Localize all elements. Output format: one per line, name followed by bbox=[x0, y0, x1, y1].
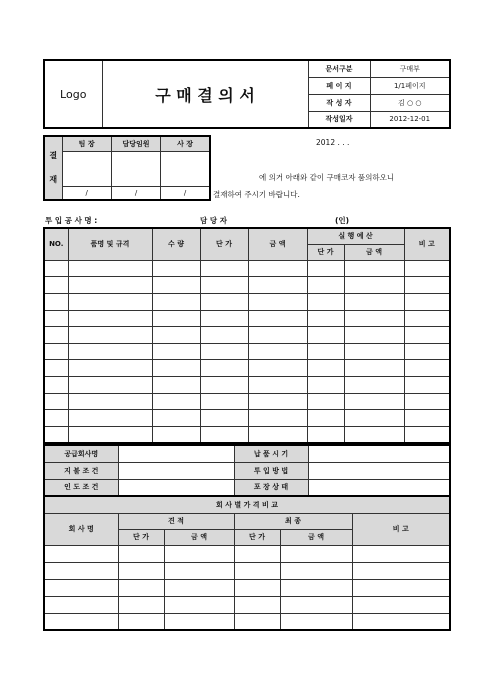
signature-cell[interactable] bbox=[161, 151, 210, 186]
items-table bbox=[43, 227, 451, 444]
table-cell[interactable] bbox=[404, 393, 450, 410]
table-cell[interactable] bbox=[344, 260, 404, 277]
table-cell[interactable] bbox=[234, 545, 280, 562]
table-cell[interactable] bbox=[118, 613, 164, 630]
estimate-amount: 금 액 bbox=[164, 529, 234, 545]
project-label: 투 입 공 사 명 : bbox=[45, 216, 98, 225]
table-row bbox=[44, 260, 450, 277]
table-cell[interactable] bbox=[404, 293, 450, 310]
table-cell[interactable] bbox=[118, 579, 164, 596]
table-cell[interactable] bbox=[44, 310, 68, 327]
table-cell[interactable] bbox=[152, 410, 200, 427]
supply-value[interactable] bbox=[308, 479, 450, 496]
table-cell[interactable] bbox=[248, 327, 307, 344]
meta-value: 김 ○ ○ bbox=[370, 94, 450, 111]
table-cell[interactable] bbox=[200, 360, 248, 377]
supply-info-table bbox=[43, 444, 451, 497]
table-cell[interactable] bbox=[152, 277, 200, 294]
table-cell[interactable] bbox=[307, 293, 344, 310]
signature-cell[interactable] bbox=[62, 151, 111, 186]
table-cell[interactable] bbox=[164, 579, 234, 596]
table-cell[interactable] bbox=[352, 562, 450, 579]
seal-mark: (인) bbox=[335, 216, 350, 225]
table-row bbox=[44, 410, 450, 427]
table-cell[interactable] bbox=[152, 260, 200, 277]
approval-date[interactable]: / bbox=[111, 186, 160, 200]
table-cell[interactable] bbox=[152, 343, 200, 360]
table-cell[interactable] bbox=[307, 343, 344, 360]
table-cell[interactable] bbox=[68, 360, 152, 377]
table-cell[interactable] bbox=[307, 277, 344, 294]
table-cell[interactable] bbox=[164, 562, 234, 579]
supply-label: 투 입 방 법 bbox=[234, 462, 308, 479]
table-cell[interactable] bbox=[68, 343, 152, 360]
table-cell[interactable] bbox=[152, 327, 200, 344]
table-cell[interactable] bbox=[44, 293, 68, 310]
col-no: NO. bbox=[44, 228, 68, 260]
meta-value: 2012-12-01 bbox=[370, 111, 450, 128]
supply-value[interactable] bbox=[118, 479, 234, 496]
table-cell[interactable] bbox=[200, 343, 248, 360]
table-cell[interactable] bbox=[280, 613, 352, 630]
compare-table bbox=[43, 495, 451, 631]
table-cell[interactable] bbox=[404, 277, 450, 294]
table-cell[interactable] bbox=[118, 596, 164, 613]
table-cell[interactable] bbox=[307, 327, 344, 344]
table-cell[interactable] bbox=[200, 293, 248, 310]
table-cell[interactable] bbox=[68, 393, 152, 410]
estimate-unit: 단 가 bbox=[118, 529, 164, 545]
logo: Logo bbox=[44, 60, 102, 128]
table-cell[interactable] bbox=[344, 310, 404, 327]
table-cell[interactable] bbox=[152, 310, 200, 327]
table-cell[interactable] bbox=[200, 426, 248, 443]
table-cell[interactable] bbox=[344, 277, 404, 294]
table-cell[interactable] bbox=[404, 376, 450, 393]
col-note: 비 고 bbox=[404, 228, 450, 260]
table-cell[interactable] bbox=[280, 562, 352, 579]
table-cell[interactable] bbox=[344, 393, 404, 410]
table-cell[interactable] bbox=[280, 579, 352, 596]
table-cell[interactable] bbox=[234, 613, 280, 630]
table-cell[interactable] bbox=[234, 596, 280, 613]
compare-final: 최 종 bbox=[234, 513, 352, 529]
table-cell[interactable] bbox=[280, 596, 352, 613]
table-cell[interactable] bbox=[44, 360, 68, 377]
table-cell[interactable] bbox=[44, 426, 68, 443]
table-cell[interactable] bbox=[152, 426, 200, 443]
table-cell[interactable] bbox=[307, 360, 344, 377]
table-cell[interactable] bbox=[307, 410, 344, 427]
approval-date[interactable]: / bbox=[161, 186, 210, 200]
compare-title: 회 사 별 가 격 비 교 bbox=[44, 496, 450, 513]
final-amount: 금 액 bbox=[280, 529, 352, 545]
table-cell[interactable] bbox=[152, 293, 200, 310]
meta-label: 작 성 자 bbox=[308, 94, 370, 111]
table-cell[interactable] bbox=[404, 327, 450, 344]
table-cell[interactable] bbox=[200, 376, 248, 393]
table-row bbox=[44, 393, 450, 410]
table-cell[interactable] bbox=[307, 376, 344, 393]
table-cell[interactable] bbox=[307, 393, 344, 410]
table-row bbox=[44, 613, 450, 630]
table-cell[interactable] bbox=[44, 562, 118, 579]
table-cell[interactable] bbox=[352, 545, 450, 562]
table-cell[interactable] bbox=[200, 327, 248, 344]
table-cell[interactable] bbox=[152, 393, 200, 410]
approval-header: 담당임원 bbox=[111, 136, 160, 151]
table-cell[interactable] bbox=[44, 410, 68, 427]
table-cell[interactable] bbox=[248, 343, 307, 360]
table-cell[interactable] bbox=[307, 260, 344, 277]
table-cell[interactable] bbox=[404, 360, 450, 377]
table-cell[interactable] bbox=[280, 545, 352, 562]
table-cell[interactable] bbox=[68, 310, 152, 327]
table-cell[interactable] bbox=[44, 545, 118, 562]
table-cell[interactable] bbox=[344, 293, 404, 310]
table-cell[interactable] bbox=[344, 426, 404, 443]
table-cell[interactable] bbox=[344, 410, 404, 427]
table-row bbox=[44, 596, 450, 613]
meta-label: 페 이 지 bbox=[308, 77, 370, 94]
table-row bbox=[44, 310, 450, 327]
table-cell[interactable] bbox=[248, 310, 307, 327]
supply-label: 공급회사명 bbox=[44, 445, 118, 462]
table-cell[interactable] bbox=[164, 545, 234, 562]
table-cell[interactable] bbox=[68, 327, 152, 344]
table-cell[interactable] bbox=[44, 327, 68, 344]
col-unit-price: 단 가 bbox=[200, 228, 248, 260]
table-cell[interactable] bbox=[344, 327, 404, 344]
table-cell[interactable] bbox=[118, 545, 164, 562]
col-budget-unit: 단 가 bbox=[307, 244, 344, 260]
table-cell[interactable] bbox=[118, 562, 164, 579]
table-cell[interactable] bbox=[152, 360, 200, 377]
compare-estimate: 견 적 bbox=[118, 513, 234, 529]
table-row bbox=[44, 545, 450, 562]
table-cell[interactable] bbox=[68, 426, 152, 443]
supply-label: 지 불 조 건 bbox=[44, 462, 118, 479]
supply-value[interactable] bbox=[308, 462, 450, 479]
table-cell[interactable] bbox=[352, 579, 450, 596]
table-cell[interactable] bbox=[44, 260, 68, 277]
table-cell[interactable] bbox=[234, 579, 280, 596]
table-cell[interactable] bbox=[404, 410, 450, 427]
supply-value[interactable] bbox=[308, 445, 450, 462]
supply-label: 인 도 조 건 bbox=[44, 479, 118, 496]
col-budget: 실 행 예 산 bbox=[307, 228, 404, 244]
table-cell[interactable] bbox=[152, 376, 200, 393]
table-cell[interactable] bbox=[44, 613, 118, 630]
col-amount: 금 액 bbox=[248, 228, 307, 260]
approval-table bbox=[43, 135, 211, 201]
supply-value[interactable] bbox=[118, 445, 234, 462]
header-table bbox=[43, 59, 451, 129]
table-cell[interactable] bbox=[307, 310, 344, 327]
approval-side-label bbox=[44, 136, 62, 200]
table-cell[interactable] bbox=[248, 360, 307, 377]
document-title: 구 매 결 의 서 bbox=[102, 60, 308, 128]
manager-label: 담 당 자 bbox=[200, 216, 227, 225]
table-cell[interactable] bbox=[248, 293, 307, 310]
table-cell[interactable] bbox=[44, 376, 68, 393]
table-row bbox=[44, 327, 450, 344]
table-cell[interactable] bbox=[248, 277, 307, 294]
table-cell[interactable] bbox=[352, 613, 450, 630]
table-cell[interactable] bbox=[200, 310, 248, 327]
table-row bbox=[44, 579, 450, 596]
meta-value: 구매부 bbox=[370, 60, 450, 77]
table-row bbox=[44, 376, 450, 393]
table-cell[interactable] bbox=[404, 343, 450, 360]
table-cell[interactable] bbox=[200, 393, 248, 410]
table-cell[interactable] bbox=[68, 410, 152, 427]
table-cell[interactable] bbox=[44, 579, 118, 596]
col-qty: 수 량 bbox=[152, 228, 200, 260]
meta-label: 문서구분 bbox=[308, 60, 370, 77]
supply-label: 포 장 상 태 bbox=[234, 479, 308, 496]
table-cell[interactable] bbox=[68, 376, 152, 393]
table-cell[interactable] bbox=[344, 343, 404, 360]
table-cell[interactable] bbox=[404, 260, 450, 277]
table-cell[interactable] bbox=[164, 596, 234, 613]
table-cell[interactable] bbox=[44, 393, 68, 410]
table-cell[interactable] bbox=[44, 596, 118, 613]
table-cell[interactable] bbox=[248, 426, 307, 443]
table-cell[interactable] bbox=[404, 310, 450, 327]
table-cell[interactable] bbox=[44, 277, 68, 294]
table-cell[interactable] bbox=[200, 277, 248, 294]
table-row bbox=[44, 343, 450, 360]
table-row bbox=[44, 426, 450, 443]
table-cell[interactable] bbox=[200, 410, 248, 427]
table-cell[interactable] bbox=[68, 260, 152, 277]
col-budget-amount: 금 액 bbox=[344, 244, 404, 260]
table-cell[interactable] bbox=[68, 293, 152, 310]
table-cell[interactable] bbox=[164, 613, 234, 630]
approval-header: 사 장 bbox=[161, 136, 210, 151]
table-cell[interactable] bbox=[248, 410, 307, 427]
table-cell[interactable] bbox=[200, 260, 248, 277]
table-cell[interactable] bbox=[248, 393, 307, 410]
request-line-2: 결재하여 주시기 바랍니다. bbox=[213, 190, 300, 199]
table-row bbox=[44, 562, 450, 579]
supply-label: 납 품 시 기 bbox=[234, 445, 308, 462]
table-cell[interactable] bbox=[68, 277, 152, 294]
table-cell[interactable] bbox=[248, 260, 307, 277]
request-line-1: 에 의거 아래와 같이 구매코자 품의하오니 bbox=[259, 173, 395, 182]
supply-value[interactable] bbox=[118, 462, 234, 479]
table-cell[interactable] bbox=[248, 376, 307, 393]
table-cell[interactable] bbox=[344, 376, 404, 393]
table-cell[interactable] bbox=[404, 426, 450, 443]
approval-label-top: 결 bbox=[49, 151, 58, 160]
table-row bbox=[44, 277, 450, 294]
final-unit: 단 가 bbox=[234, 529, 280, 545]
compare-company: 회 사 명 bbox=[44, 513, 118, 545]
table-cell[interactable] bbox=[234, 562, 280, 579]
approval-header: 팀 장 bbox=[62, 136, 111, 151]
col-name: 품명 및 규격 bbox=[68, 228, 152, 260]
request-date: 2012 . . . bbox=[316, 138, 350, 147]
approval-date[interactable]: / bbox=[62, 186, 111, 200]
table-row bbox=[44, 360, 450, 377]
table-cell[interactable] bbox=[344, 360, 404, 377]
meta-value: 1/1페이지 bbox=[370, 77, 450, 94]
table-cell[interactable] bbox=[44, 343, 68, 360]
table-cell[interactable] bbox=[352, 596, 450, 613]
signature-cell[interactable] bbox=[111, 151, 160, 186]
table-row bbox=[44, 293, 450, 310]
meta-label: 작성일자 bbox=[308, 111, 370, 128]
table-cell[interactable] bbox=[307, 426, 344, 443]
approval-label-bottom: 재 bbox=[49, 175, 58, 184]
compare-note: 비 고 bbox=[352, 513, 450, 545]
